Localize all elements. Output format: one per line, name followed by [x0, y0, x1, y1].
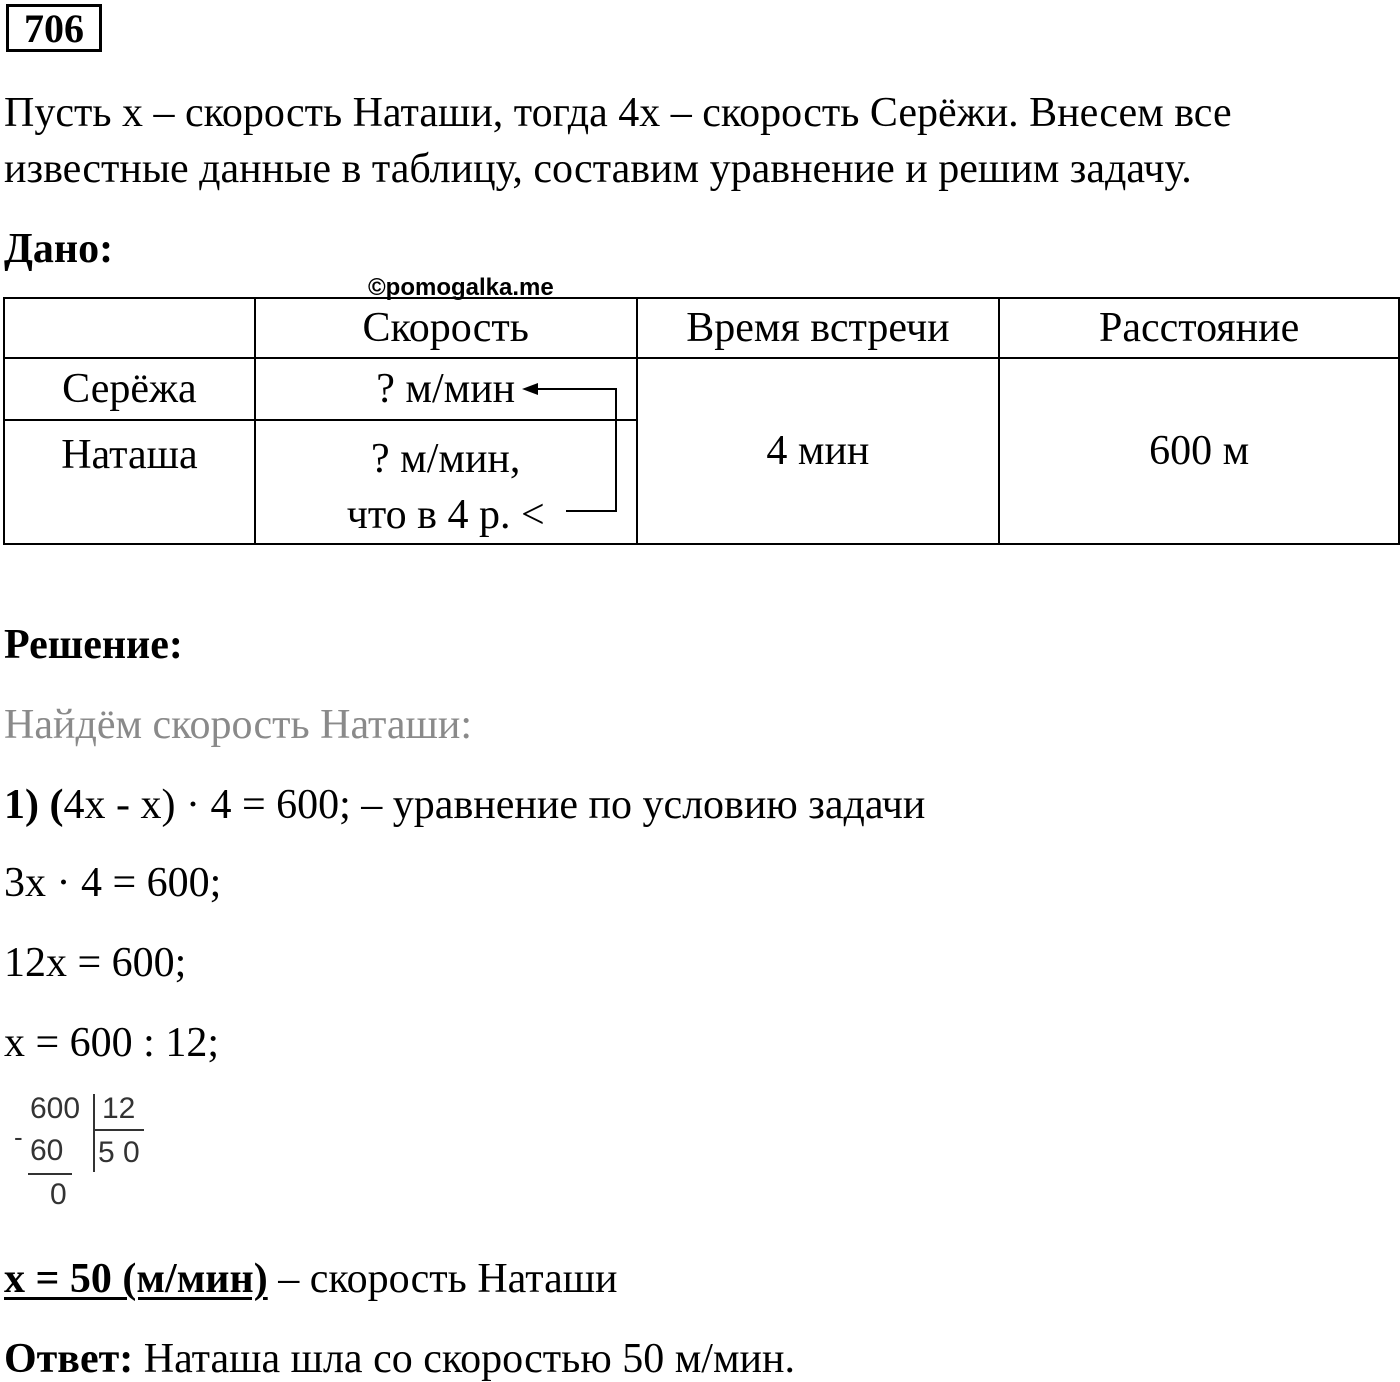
- watermark: ©pomogalka.me: [368, 274, 554, 301]
- natasha-speed-line-2: что в 4 р. <: [346, 492, 545, 538]
- row-speed-seryozha: ? м/мин: [255, 358, 637, 420]
- intro-line-1: Пусть x – скорость Наташи, тогда 4x – скорость Серёжи. Внесем все: [4, 90, 1232, 136]
- natasha-speed-line-1: ? м/мин,: [370, 436, 521, 482]
- meeting-time: 4 мин: [637, 358, 1000, 544]
- table-header-speed: Скорость: [255, 298, 637, 358]
- row-name-natasha: Наташа: [4, 420, 255, 544]
- long-division: [14, 1092, 154, 1212]
- division-divisor: 12: [102, 1092, 136, 1125]
- problem-number: 706: [6, 4, 102, 52]
- division-subtrahend: 60: [30, 1134, 64, 1167]
- division-lines: [14, 1092, 154, 1212]
- find-text: Найдём скорость Наташи:: [4, 702, 473, 748]
- distance: 600 м: [999, 358, 1399, 544]
- step-1: [4, 784, 925, 826]
- division-dividend: 600: [30, 1092, 81, 1125]
- step-2: 3x · 4 = 600;: [4, 860, 222, 906]
- division-minus: -: [14, 1122, 23, 1152]
- intro-line-2: известные данные в таблицу, составим уравнение и решим задачу.: [4, 146, 1192, 192]
- comparison-arrow: [0, 0, 1400, 560]
- answer-text: Наташа шла со скоростью 50 м/мин.: [133, 1336, 795, 1382]
- division-quotient: 5 0: [98, 1136, 140, 1169]
- step-4: x = 600 : 12;: [4, 1020, 220, 1066]
- table-header-distance: Расстояние: [999, 298, 1399, 358]
- answer-label: Ответ:: [4, 1336, 134, 1382]
- result-line: [4, 1258, 618, 1300]
- step-3: 12x = 600;: [4, 940, 187, 986]
- table-header-time: Время встречи: [637, 298, 1000, 358]
- step-1-number: 1) (: [4, 782, 64, 828]
- given-label: Дано:: [4, 226, 114, 272]
- result-description: – скорость Наташи: [267, 1256, 618, 1302]
- solution-label: Решение:: [4, 622, 183, 668]
- answer-line: [4, 1338, 795, 1380]
- division-remainder: 0: [50, 1178, 67, 1211]
- result-value: x = 50 (м/мин): [4, 1256, 268, 1302]
- row-name-seryozha: Серёжа: [4, 358, 255, 420]
- step-1-equation: 4x - x) · 4 = 600; – уравнение по условию задачи: [63, 782, 926, 828]
